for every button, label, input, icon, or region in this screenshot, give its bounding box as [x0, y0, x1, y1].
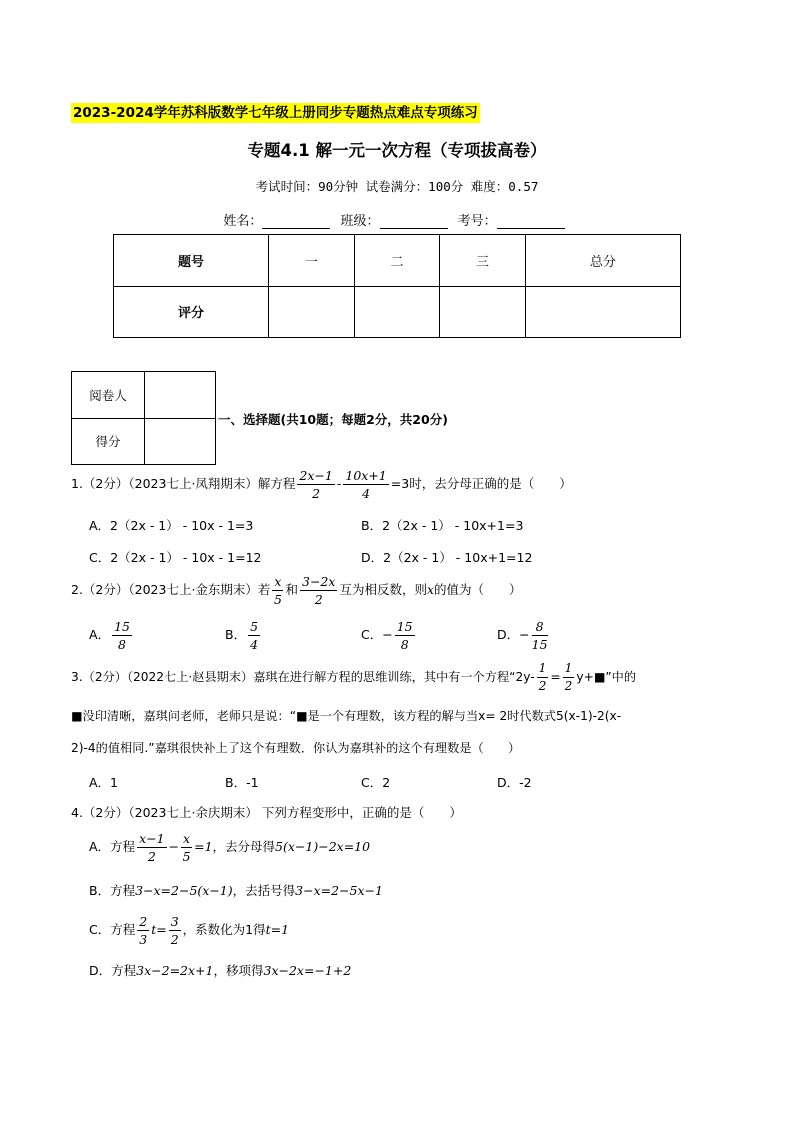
name-field[interactable] [262, 214, 330, 229]
exam-meta: 考试时间：90分钟 试卷满分：100分 难度：0.57 [255, 179, 539, 194]
score-table [113, 234, 681, 338]
q2-option-c[interactable]: C．− $\frac{15}{8}$ [361, 619, 413, 652]
fraction: $\frac{x}{5}$ [273, 574, 282, 607]
question-3-stem: 3.（2分）（2022七上·赵县期末）嘉琪在进行解方程的思维训练，其中有一个方程“2y- $\frac{1}{2}$ = $\frac{1}{2}$ y+■”中的 [71, 661, 637, 693]
fraction: $\frac{1}{2}$ [564, 661, 573, 693]
q4-option-c[interactable]: C．方程 $\frac{2}{3}$ t= $\frac{3}{2}$ ，系数化为1得t=1 [89, 914, 290, 947]
q4-option-d[interactable]: D．方程3x−2=2x+1，移项得3x−2x=−1+2 [89, 963, 352, 978]
score-cell[interactable] [354, 286, 440, 338]
q4-option-a[interactable]: A．方程 $\frac{x-1}{2}$ − $\frac{x}{5}$ =1，去分母得5(x−1)−2x=10 [89, 831, 371, 864]
score-cell[interactable] [525, 286, 680, 338]
grader-label: 阅卷人 [72, 372, 145, 419]
student-info-fields [0, 210, 794, 229]
question-1-stem: 1.（2分）（2023七上·凤翔期末）解方程 $\frac{2x-1}{2}$ - $\frac{10x+1}{4}$ =3时，去分母正确的是（ ） [71, 468, 572, 501]
q2-option-a[interactable]: A． $\frac{15}{8}$ [89, 619, 130, 652]
number-label: 考号： [457, 214, 497, 229]
score-header-cell: 三 [440, 235, 526, 287]
q1-option-b[interactable]: B．2（2x - 1） - 10x+1=3 [361, 518, 524, 533]
score-header-cell: 一 [269, 235, 355, 287]
question-4-stem: 4.（2分）（2023七上·余庆期末） 下列方程变形中，正确的是（ ） [71, 805, 462, 820]
q1-option-c[interactable]: C．2（2x - 1） - 10x - 1=12 [89, 550, 262, 565]
section-heading: 一、选择题(共10题；每题2分，共20分) [218, 412, 448, 427]
score-cell[interactable] [440, 286, 526, 338]
score-header-row [114, 235, 681, 287]
name-label: 姓名： [223, 214, 263, 229]
score-header-cell: 题号 [114, 235, 269, 287]
series-banner: 2023-2024学年苏科版数学七年级上册同步专题热点难点专项练习 [73, 105, 478, 121]
q1-option-a[interactable]: A．2（2x - 1） - 10x - 1=3 [89, 518, 254, 533]
question-3-line-2: ■没印清晰，嘉琪问老师，老师只是说：“■是一个有理数，该方程的解与当x= 2时代数式5(x-1)-2(x- [71, 709, 622, 723]
score-header-cell: 总分 [525, 235, 680, 287]
score-row-label: 评分 [114, 286, 269, 338]
class-field[interactable] [380, 214, 448, 229]
q3-option-a[interactable]: A．1 [89, 775, 119, 790]
grader-table [71, 371, 216, 465]
q3-option-c[interactable]: C．2 [361, 775, 391, 790]
fraction: $\frac{2x-1}{2}$ [299, 468, 333, 501]
number-field[interactable] [497, 214, 565, 229]
q3-option-b[interactable]: B．-1 [225, 775, 259, 790]
q2-option-b[interactable]: B． $\frac{5}{4}$ [225, 619, 259, 652]
question-3-line-3: 2)-4的值相同.”嘉琪很快补上了这个有理数．你认为嘉琪补的这个有理数是（ ） [71, 741, 521, 755]
score-row [114, 286, 681, 338]
q3-option-d[interactable]: D．-2 [497, 775, 532, 790]
fraction: $\frac{10x+1}{4}$ [345, 468, 387, 501]
q4-option-b[interactable]: B．方程3−x=2−5(x−1)，去括号得3−x=2−5x−1 [89, 883, 383, 898]
page-title: 专题4.1 解一元一次方程（专项拔高卷） [247, 141, 547, 160]
points-cell[interactable] [145, 418, 216, 465]
fraction: $\frac{1}{2}$ [538, 661, 547, 693]
q2-option-d[interactable]: D．− $\frac{8}{15}$ [497, 619, 548, 652]
q1-option-d[interactable]: D．2（2x - 1） - 10x+1=12 [361, 550, 533, 565]
points-label: 得分 [72, 418, 145, 465]
question-2-stem: 2.（2分）（2023七上·金东期末）若 $\frac{x}{5}$ 和 $\frac{3-2x}{2}$ 互为相反数，则x的值为（ ） [71, 574, 522, 607]
fraction: $\frac{3-2x}{2}$ [302, 574, 336, 607]
score-cell[interactable] [269, 286, 355, 338]
class-label: 班级： [340, 214, 380, 229]
score-header-cell: 二 [354, 235, 440, 287]
grader-cell[interactable] [145, 372, 216, 419]
